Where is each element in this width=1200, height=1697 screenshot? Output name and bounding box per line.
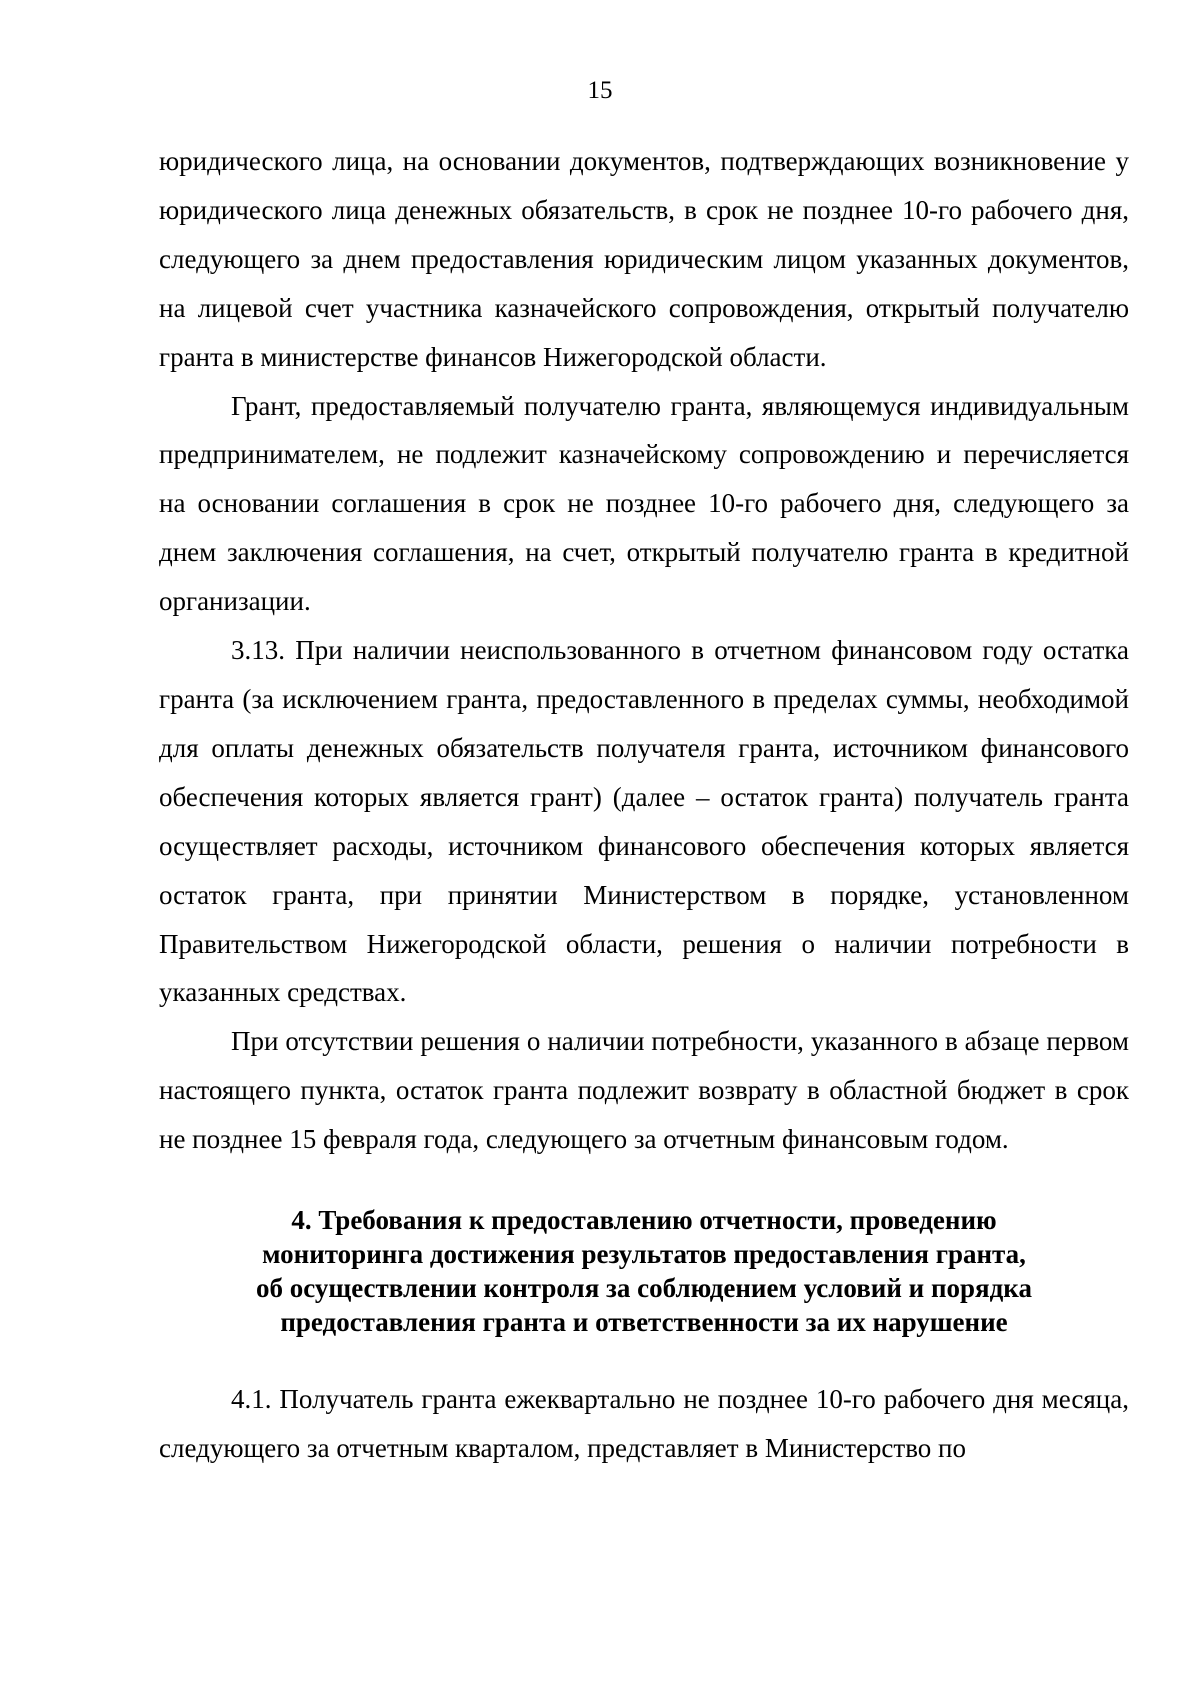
section-heading-line: предоставления гранта и ответственности за их нарушение xyxy=(280,1307,1008,1338)
document-body xyxy=(159,137,1129,1473)
paragraph-grant-remainder-return: При отсутствии решения о наличии потребности, указанного в абзаце первом настоящего пункта, остаток гранта подлежит возврату в областной бюджет в срок не позднее 15 февраля года, следующего за отчетным финансовым годом. xyxy=(159,1026,1129,1155)
section-heading-line: об осуществлении контроля за соблюдением условий и порядка xyxy=(256,1273,1032,1304)
section-heading-line: 4. Требования к предоставлению отчетности, проведению xyxy=(291,1205,997,1236)
section-4-heading xyxy=(159,1203,1129,1339)
paragraph-3-13: 3.13. При наличии неиспользованного в отчетном финансовом году остатка гранта (за исключением гранта, предоставленного в пределах суммы, необходимой для оплаты денежных обязательств получателя гранта, источником финансового обеспечения которых является грант) (далее – остаток гранта) получатель гранта осуществляет расходы, источником финансового обеспечения которых является остаток гранта, при принятии Министерством в порядке, установленном Правительством Нижегородской области, решения о наличии потребности в указанных средствах. xyxy=(159,635,1129,1008)
paragraph-continuation: юридического лица, на основании документов, подтверждающих возникновение у юридического лица денежных обязательств, в срок не позднее 10-го рабочего дня, следующего за днем предоставления юридическим лицом указанных документов, на лицевой счет участника казначейского сопровождения, открытый получателю гранта в министерстве финансов Нижегородской области. xyxy=(159,146,1129,372)
page-number: 15 xyxy=(587,77,613,104)
paragraph-4-1: 4.1. Получатель гранта ежеквартально не позднее 10-го рабочего дня месяца, следующего за отчетным кварталом, представляет в Министерство по xyxy=(159,1384,1129,1463)
section-heading-line: мониторинга достижения результатов предоставления гранта, xyxy=(262,1239,1026,1270)
paragraph-grant-individual-entrepreneur: Грант, предоставляемый получателю гранта, являющемуся индивидуальным предпринимателем, не подлежит казначейскому сопровождению и перечисляется на основании соглашения в срок не позднее 10-го рабочего дня, следующего за днем заключения соглашения, на счет, открытый получателю гранта в кредитной организации. xyxy=(159,390,1129,617)
